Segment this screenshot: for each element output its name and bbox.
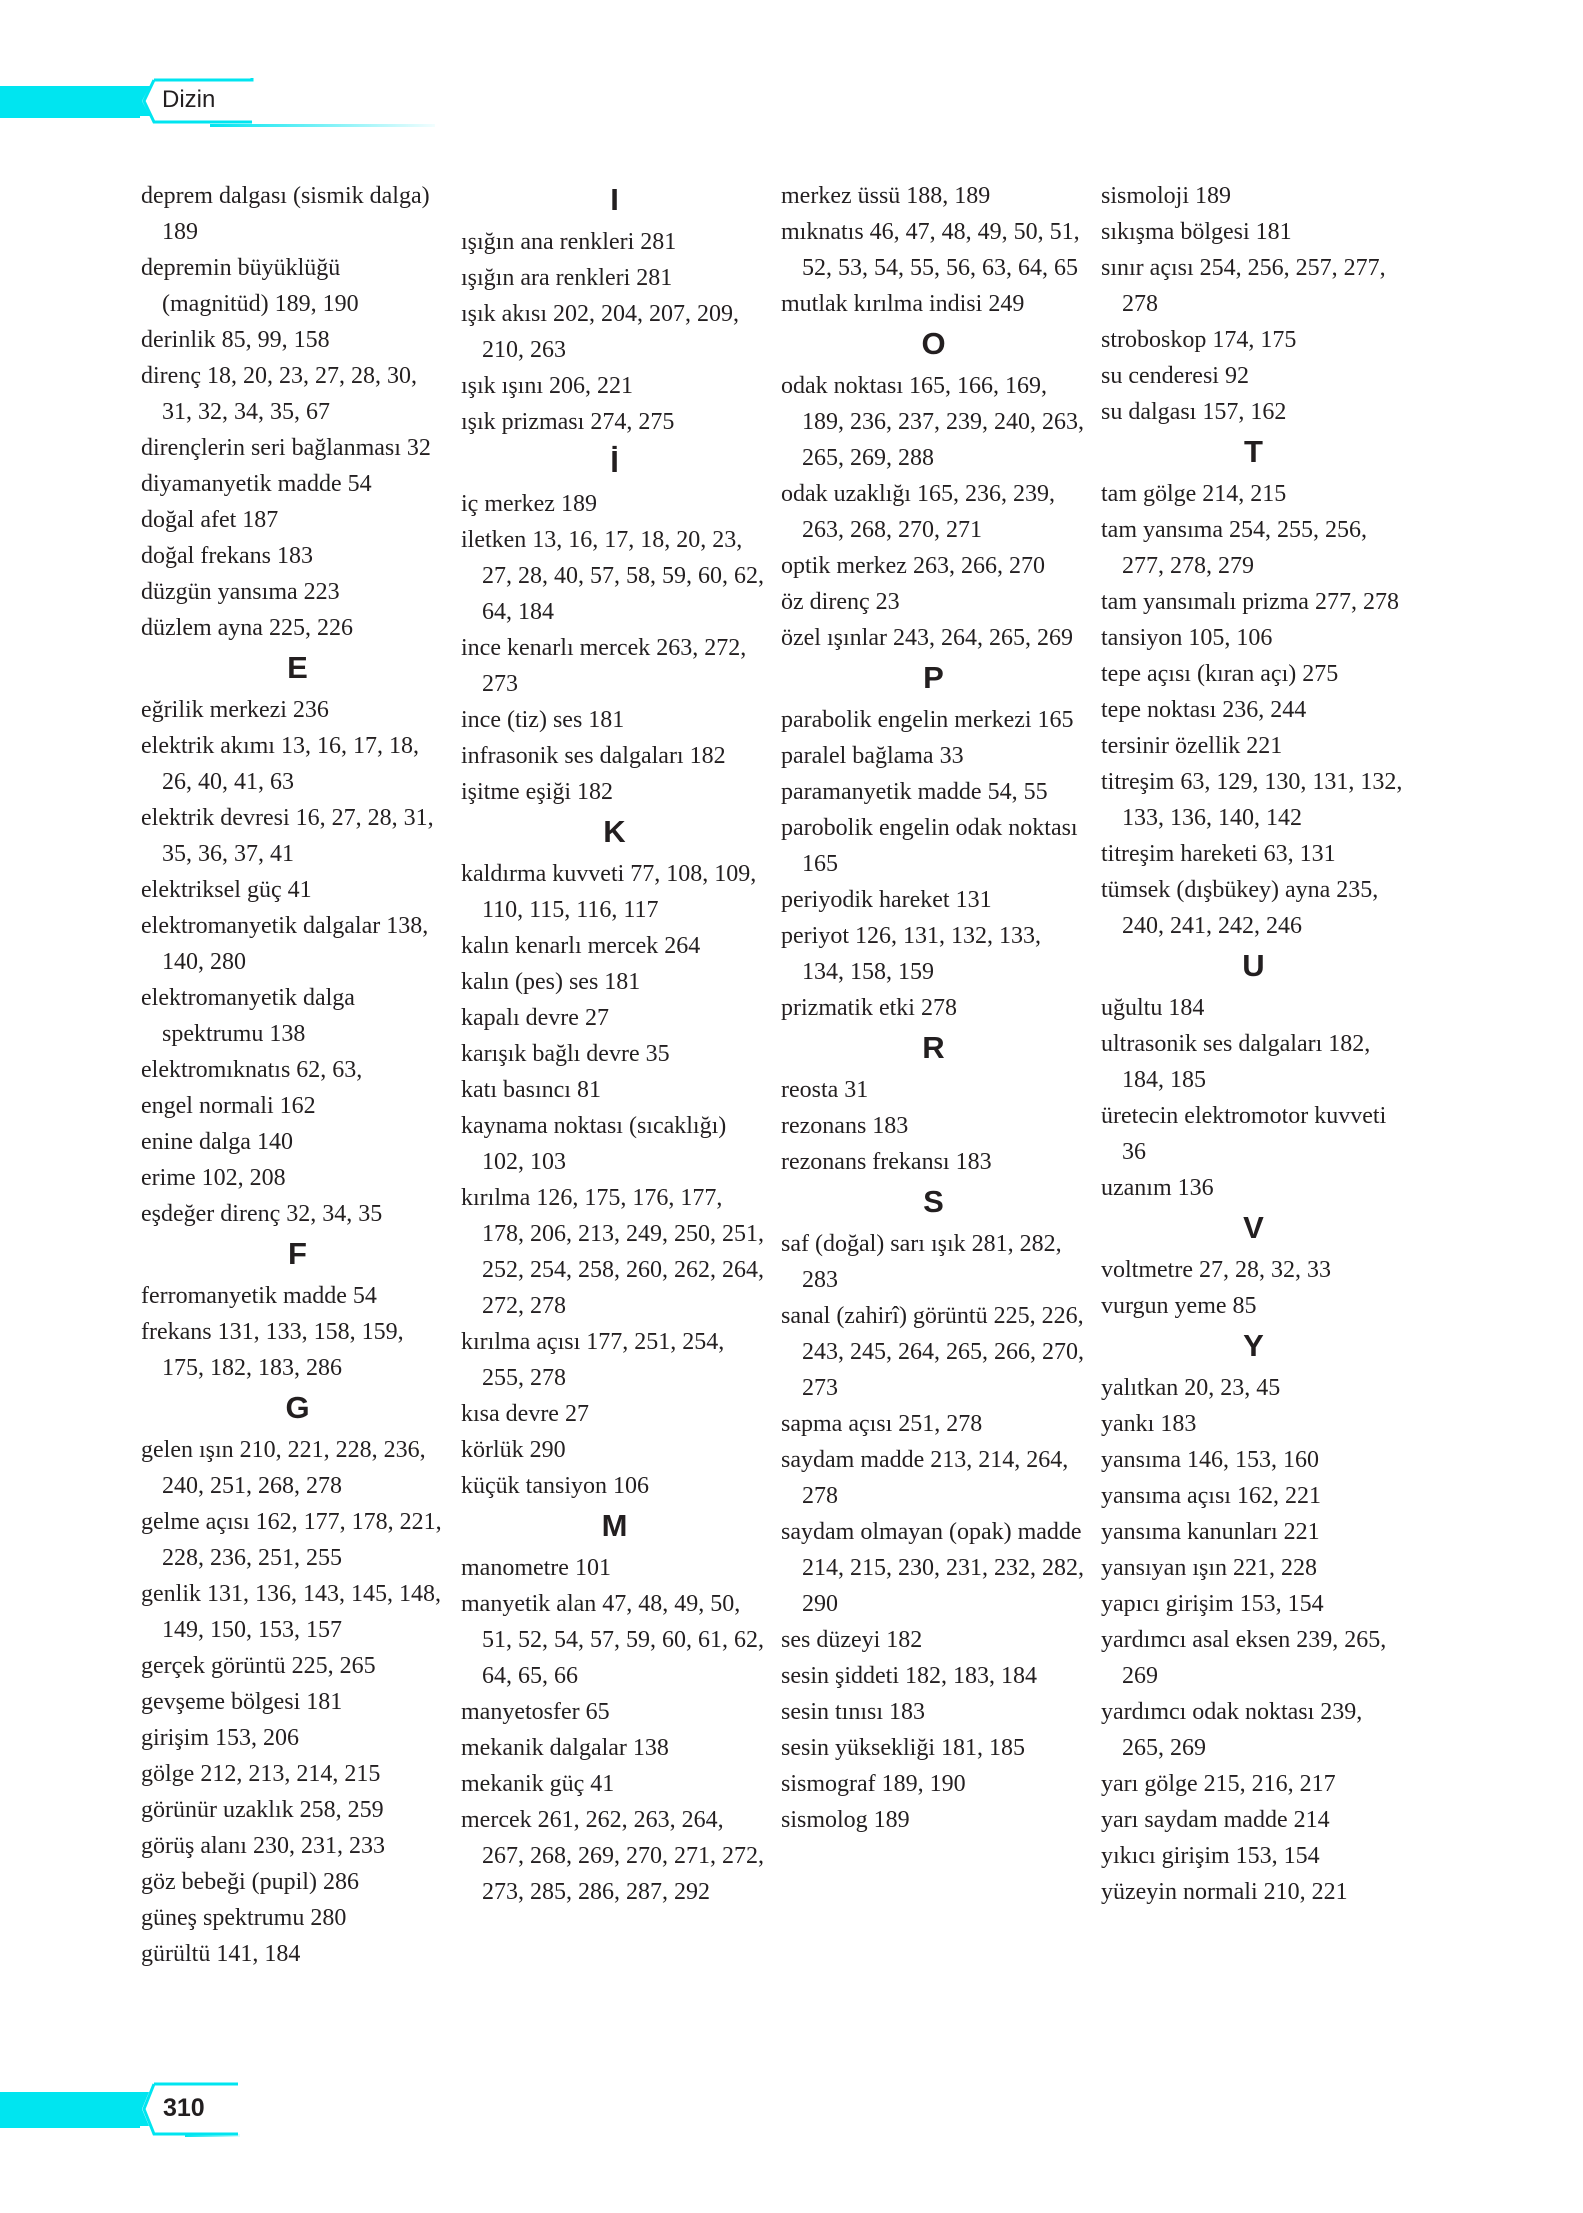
index-entry: mercek 261, 262, 263, 264, 267, 268, 269, 270, 271, 272, 273, 285, 286, 287, 292 [461,1807,764,1905]
index-entry: ışığın ara renkleri 281 [461,265,673,291]
index-entry: enine dalga 140 [141,1129,293,1155]
index-letter-heading: M [601,1508,628,1543]
index-entry: odak noktası 165, 166, 169, 189, 236, 237, 239, 240, 263, 265, 269, 288 [781,373,1084,471]
index-entry: mıknatıs 46, 47, 48, 49, 50, 51, 52, 53, 54, 55, 56, 63, 64, 65 [781,219,1080,281]
index-entry: göz bebeği (pupil) 286 [141,1869,359,1895]
index-letter-heading: R [922,1030,945,1065]
index-letter-heading: S [923,1184,944,1219]
index-entry: yapıcı girişim 153, 154 [1101,1591,1324,1617]
index-entry: tersinir özellik 221 [1101,733,1283,759]
index-entry: yarı saydam madde 214 [1101,1807,1330,1833]
index-entry: doğal afet 187 [141,507,279,533]
index-entry: yarı gölge 215, 216, 217 [1101,1771,1336,1797]
index-entry: tam yansıma 254, 255, 256, 277, 278, 279 [1101,517,1367,579]
index-entry: dirençlerin seri bağlanması 32 [141,435,431,461]
index-entry: kapalı devre 27 [461,1005,609,1031]
index-entry: tepe açısı (kıran açı) 275 [1101,661,1339,687]
index-entry: sismograf 189, 190 [781,1771,966,1797]
index-entry: titreşim hareketi 63, 131 [1101,841,1336,867]
index-entry: yankı 183 [1101,1411,1197,1437]
index-entry: saydam olmayan (opak) madde 214, 215, 230, 231, 232, 282, 290 [781,1519,1084,1617]
index-entry: sesin yüksekliği 181, 185 [781,1735,1025,1761]
index-entry: kaynama noktası (sıcaklığı) 102, 103 [461,1113,727,1175]
index-entry: periyot 126, 131, 132, 133, 134, 158, 159 [781,923,1041,985]
index-letter-heading: V [1243,1210,1264,1245]
index-entry: paralel bağlama 33 [781,743,964,769]
index-entry: parabolik engelin merkezi 165 [781,707,1074,733]
index-column-2 [461,178,766,1910]
index-entry: kısa devre 27 [461,1401,589,1427]
index-entry: yardımcı asal eksen 239, 265, 269 [1101,1627,1387,1689]
index-entry: güneş spektrumu 280 [141,1905,347,1931]
index-column-4 [1101,178,1406,1910]
index-entry: prizmatik etki 278 [781,995,957,1021]
index-entry: gölge 212, 213, 214, 215 [141,1761,381,1787]
index-entry: tansiyon 105, 106 [1101,625,1273,651]
index-entry: gelen ışın 210, 221, 228, 236, 240, 251, 268, 278 [141,1437,426,1499]
index-entry: sesin tınısı 183 [781,1699,926,1725]
index-entry: kalın kenarlı mercek 264 [461,933,701,959]
index-entry: öz direnç 23 [781,589,900,615]
index-entry: ışık akısı 202, 204, 207, 209, 210, 263 [461,301,740,363]
index-entry: stroboskop 174, 175 [1101,327,1297,353]
index-entry: özel ışınlar 243, 264, 265, 269 [781,625,1073,651]
index-entry: kırılma açısı 177, 251, 254, 255, 278 [461,1329,725,1391]
index-entry: eşdeğer direnç 32, 34, 35 [141,1201,383,1227]
index-entry: sınır açısı 254, 256, 257, 277, 278 [1101,255,1386,317]
index-entry: elektrik akımı 13, 16, 17, 18, 26, 40, 41, 63 [141,733,419,795]
index-entry: iç merkez 189 [461,491,597,517]
index-entry: ışık ışını 206, 221 [461,373,634,399]
index-entry: elektromıknatıs 62, 63, [141,1057,363,1083]
index-entry: kırılma 126, 175, 176, 177, 178, 206, 213, 249, 250, 251, 252, 254, 258, 260, 262, 264, 272, 278 [461,1185,764,1319]
index-entry: ultrasonik ses dalgaları 182, 184, 185 [1101,1031,1371,1093]
index-entry: eğrilik merkezi 236 [141,697,329,723]
index-entry: yardımcı odak noktası 239, 265, 269 [1101,1699,1363,1761]
index-entry: katı basıncı 81 [461,1077,601,1103]
index-entry: kaldırma kuvveti 77, 108, 109, 110, 115, 116, 117 [461,861,757,923]
index-entry: yalıtkan 20, 23, 45 [1101,1375,1281,1401]
index-entry: sismolog 189 [781,1807,910,1833]
index-entry: frekans 131, 133, 158, 159, 175, 182, 183, 286 [141,1319,404,1381]
index-entry: manometre 101 [461,1555,611,1581]
index-entry: su dalgası 157, 162 [1101,399,1287,425]
index-entry: tepe noktası 236, 244 [1101,697,1307,723]
index-entry: manyetosfer 65 [461,1699,610,1725]
index-entry: erime 102, 208 [141,1165,286,1191]
index-entry: gerçek görüntü 225, 265 [141,1653,376,1679]
index-entry: sapma açısı 251, 278 [781,1411,983,1437]
index-entry: voltmetre 27, 28, 32, 33 [1101,1257,1331,1283]
index-letter-heading: T [1244,434,1263,469]
index-entry: yansıma açısı 162, 221 [1101,1483,1321,1509]
index-entry: genlik 131, 136, 143, 145, 148, 149, 150, 153, 157 [141,1581,441,1643]
index-letter-heading: İ [610,444,619,479]
index-letter-heading: I [610,182,619,217]
index-entry: merkez üssü 188, 189 [781,183,991,209]
index-entry: yansıma 146, 153, 160 [1101,1447,1319,1473]
index-entry: reosta 31 [781,1077,869,1103]
index-entry: sesin şiddeti 182, 183, 184 [781,1663,1037,1689]
index-entry: görünür uzaklık 258, 259 [141,1797,384,1823]
index-letter-heading: Y [1243,1328,1264,1363]
index-entry: derinlik 85, 99, 158 [141,327,330,353]
index-entry: düzgün yansıma 223 [141,579,340,605]
index-entry: düzlem ayna 225, 226 [141,615,353,641]
index-entry: infrasonik ses dalgaları 182 [461,743,726,769]
index-entry: diyamanyetik madde 54 [141,471,372,497]
index-entry: sanal (zahirî) görüntü 225, 226, 243, 245, 264, 265, 266, 270, 273 [781,1303,1084,1401]
index-column-1 [141,178,446,1972]
index-entry: depremin büyüklüğü (magnitüd) 189, 190 [141,255,359,317]
footer-underline [185,2134,240,2137]
index-letter-heading: F [288,1236,307,1271]
index-entry: elektriksel güç 41 [141,877,312,903]
index-entry: su cenderesi 92 [1101,363,1249,389]
index-entry: mutlak kırılma indisi 249 [781,291,1025,317]
index-entry: mekanik dalgalar 138 [461,1735,669,1761]
index-entry: doğal frekans 183 [141,543,313,569]
index-entry: yansıyan ışın 221, 228 [1101,1555,1317,1581]
index-entry: tam yansımalı prizma 277, 278 [1101,589,1399,615]
index-entry: tam gölge 214, 215 [1101,481,1287,507]
index-entry: sismoloji 189 [1101,183,1232,209]
index-entry: gürültü 141, 184 [141,1941,301,1967]
header-underline [210,124,435,127]
index-entry: ince kenarlı mercek 263, 272, 273 [461,635,747,697]
index-entry: vurgun yeme 85 [1101,1293,1257,1319]
index-entry: odak uzaklığı 165, 236, 239, 263, 268, 270, 271 [781,481,1055,543]
index-entry: engel normali 162 [141,1093,316,1119]
index-letter-heading: E [287,650,308,685]
index-entry: direnç 18, 20, 23, 27, 28, 30, 31, 32, 34, 35, 67 [141,363,417,425]
header-accent-band [0,86,140,118]
index-letter-heading: G [285,1390,310,1425]
footer-accent-band [0,2092,140,2128]
index-entry: girişim 153, 206 [141,1725,300,1751]
index-entry: ışık prizması 274, 275 [461,409,675,435]
index-entry: elektromanyetik dalga spektrumu 138 [141,985,355,1047]
index-entry: mekanik güç 41 [461,1771,615,1797]
index-entry: titreşim 63, 129, 130, 131, 132, 133, 136, 140, 142 [1101,769,1403,831]
index-letter-heading: K [603,814,626,849]
index-letter-heading: O [921,326,946,361]
index-entry: körlük 290 [461,1437,566,1463]
index-entry: küçük tansiyon 106 [461,1473,649,1499]
index-entry: yüzeyin normali 210, 221 [1101,1879,1348,1905]
index-entry: üretecin elektromotor kuvveti 36 [1101,1103,1387,1165]
index-entry: görüş alanı 230, 231, 233 [141,1833,385,1859]
index-column-3 [781,178,1086,1838]
index-entry: optik merkez 263, 266, 270 [781,553,1045,579]
index-entry: manyetik alan 47, 48, 49, 50, 51, 52, 54, 57, 59, 60, 61, 62, 64, 65, 66 [461,1591,764,1689]
index-entry: gelme açısı 162, 177, 178, 221, 228, 236, 251, 255 [141,1509,442,1571]
index-letter-heading: U [1242,948,1265,983]
index-entry: elektromanyetik dalgalar 138, 140, 280 [141,913,429,975]
index-entry: gevşeme bölgesi 181 [141,1689,343,1715]
index-entry: karışık bağlı devre 35 [461,1041,670,1067]
index-entry: parobolik engelin odak noktası 165 [781,815,1078,877]
index-entry: uzanım 136 [1101,1175,1214,1201]
index-entry: deprem dalgası (sismik dalga) 189 [141,183,430,245]
index-entry: tümsek (dışbükey) ayna 235, 240, 241, 242, 246 [1101,877,1379,939]
index-entry: rezonans 183 [781,1113,909,1139]
index-entry: saydam madde 213, 214, 264, 278 [781,1447,1069,1509]
index-entry: ferromanyetik madde 54 [141,1283,377,1309]
index-entry: ışığın ana renkleri 281 [461,229,677,255]
index-entry: saf (doğal) sarı ışık 281, 282, 283 [781,1231,1062,1293]
page-number: 310 [163,2094,205,2122]
index-entry: ses düzeyi 182 [781,1627,923,1653]
index-entry: rezonans frekansı 183 [781,1149,992,1175]
index-entry: kalın (pes) ses 181 [461,969,641,995]
index-entry: yıkıcı girişim 153, 154 [1101,1843,1320,1869]
index-entry: iletken 13, 16, 17, 18, 20, 23, 27, 28, 40, 57, 58, 59, 60, 62, 64, 184 [461,527,764,625]
index-entry: sıkışma bölgesi 181 [1101,219,1292,245]
header-title: Dizin [162,86,216,113]
index-entry: uğultu 184 [1101,995,1205,1021]
index-entry: elektrik devresi 16, 27, 28, 31, 35, 36, 37, 41 [141,805,434,867]
index-entry: işitme eşiği 182 [461,779,613,805]
index-letter-heading: P [923,660,944,695]
index-entry: paramanyetik madde 54, 55 [781,779,1048,805]
index-entry: ince (tiz) ses 181 [461,707,625,733]
index-entry: periyodik hareket 131 [781,887,992,913]
index-entry: yansıma kanunları 221 [1101,1519,1320,1545]
